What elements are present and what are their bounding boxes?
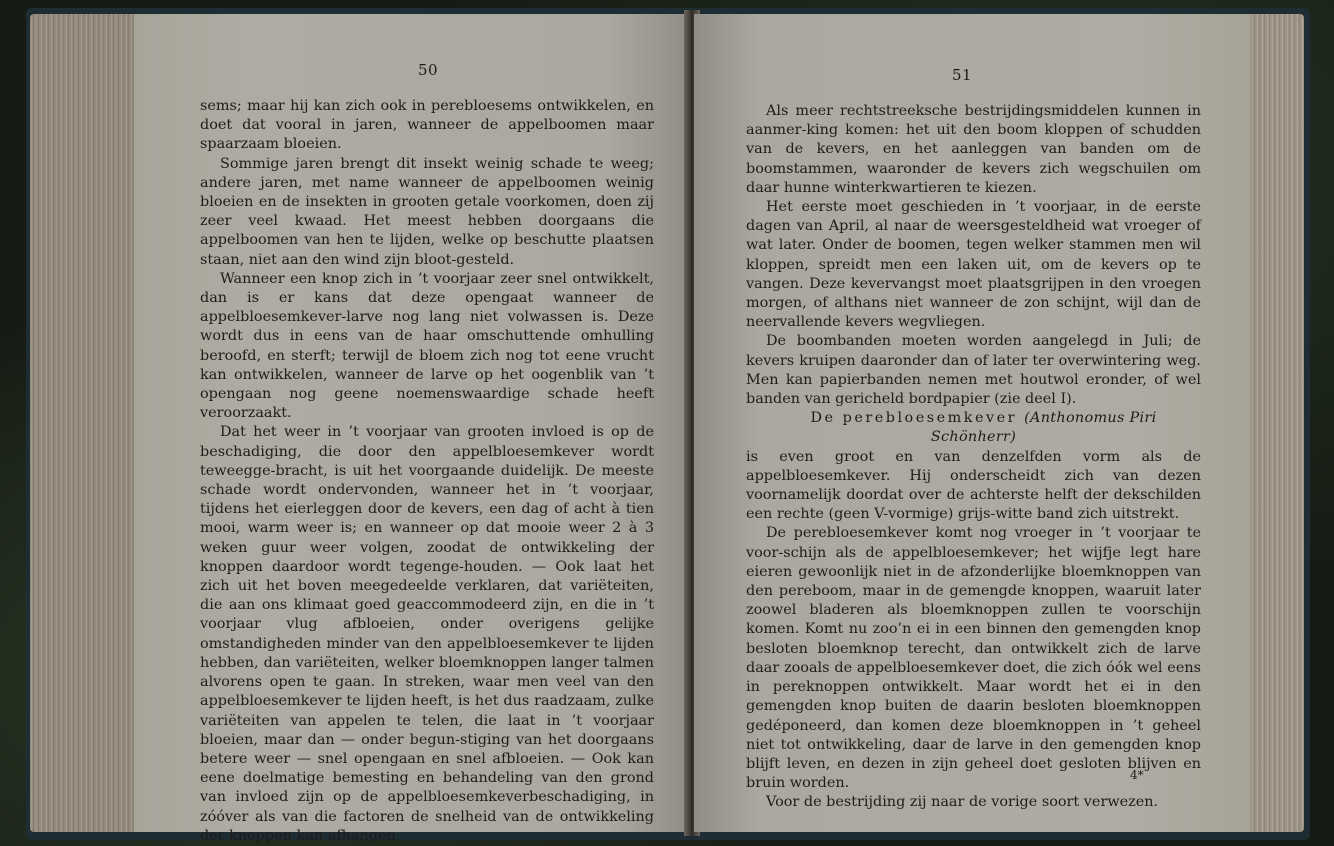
page-number: 50 xyxy=(418,61,439,79)
paragraph: Dat het weer in ’t voorjaar van grooten invloed is op de beschadiging, die door den appelbloesemkever wordt teweegge-bracht, is uit het voorgaande duidelijk. De meeste schade wordt ondervonden, wanneer het in ’t voorjaar, tijdens het eierleggen door de kevers, een dag of acht à tien mooi, warm weer is; en wanneer op dat mooie weer 2 à 3 weken guur weer volgen, zoodat de ontwikkeling der knoppen daardoor wordt tegenge-houden. — Ook laat het zich uit het boven meegedeelde verklaren, dat variëteiten, die aan ons klimaat goed geaccommodeerd zijn, en die in ’t voorjaar vlug afbloeien, onder overigens gelijke omstandigheden minder van den appelbloesemkever te lijden hebben, dan variëteiten, welker bloemknoppen langer talmen alvorens open te gaan. In streken, waar men veel van den appelbloesemkever te lijden heeft, is het dus raadzaam, zulke variëteiten van appelen te telen, die laat in ’t voorjaar bloeien, maar dan — onder begun-stiging van het doorgaans betere weer — snel opengaan en snel afbloeien. — Ook kan eene doelmatige bemesting en behandeling van den grond van invloed zijn op de appelbloesemkeverbeschadiging, in zóóver als van die factoren de snelheid van de ontwikkeling der knoppen kan afhangen. xyxy=(200,424,654,844)
right-page-text xyxy=(746,102,1201,813)
heading-latin: (Anthonomus Piri Schönherr) xyxy=(930,410,1157,446)
heading-name: De perebloesemkever xyxy=(810,410,1018,427)
paragraph: Sommige jaren brengt dit insekt weinig schade te weeg; andere jaren, met name wanneer de appelboomen weinig bloeien en de insekten in grooten getale voorkomen, doen zij zeer veel kwaad. Het meest hebben doorgaans die appelboomen van hen te lijden, welke op beschutte plaatsen staan, niet aan den wind zijn bloot-gesteld. xyxy=(200,155,654,268)
signature-mark: 4* xyxy=(1130,768,1144,782)
page-number: 51 xyxy=(952,66,973,84)
paragraph: Het eerste moet geschieden in ’t voorjaar, in de eerste dagen van April, al naar de weersgesteldheid wat vroeger of wat later. Onder de boomen, tegen welker stammen men wil kloppen, spreidt men een laken uit, om de kevers op te vangen. Deze kevervangst moet plaatsgrijpen in den vroegen morgen, of althans niet wanneer de zon schijnt, wijl dan de neervallende kevers wegvliegen. xyxy=(746,199,1201,331)
left-page xyxy=(134,14,690,844)
right-page-edges xyxy=(1246,14,1304,832)
paragraph: De boombanden moeten worden aangelegd in Juli; de kevers kruipen daaronder dan of later ter overwintering weg. Men kan papierbanden nemen met houtwol eronder, of wel banden van gericheld bordpapier (zie deel I). xyxy=(746,333,1201,408)
left-page-edges xyxy=(30,14,140,832)
paragraph: Wanneer een knop zich in ’t voorjaar zeer snel ontwikkelt, dan is er kans dat deze opengaat wanneer de appelbloesemkever-larve nog lang niet volwassen is. Deze wordt dus in eens van de haar omschuttende omhulling beroofd, en sterft; terwijl de bloem zich nog tot eene vrucht kan ontwikkelen, wanneer de larve op het oogenblik van ’t opengaan nog geene noemenswaardige schade heeft veroorzaakt. xyxy=(200,270,654,422)
right-page xyxy=(694,14,1250,832)
paragraph: Voor de bestrijding zij naar de vorige soort verwezen. xyxy=(766,794,1159,811)
paragraph: is even groot en van denzelfden vorm als de appelbloesemkever. Hij onderscheidt zich van dezen voornamelijk doordat over de achterste helft der dekschilden een rechte (geen V-vormige) grijs-witte band zich uitstrekt. xyxy=(746,448,1201,523)
paragraph: De perebloesemkever komt nog vroeger in ’t voorjaar te voor-schijn als de appelbloesemkever; het wijfje legt hare eieren gewoonlijk niet in de afzonderlijke bloemknoppen van den pereboom, maar in de gemengde knoppen, waaruit later zoowel bladeren als bloemknoppen zullen te voorschijn komen. Komt nu zoo’n ei in een binnen den gemengden knop besloten bloemknop terecht, dan ontwikkelt zich de larve daar zooals de appelbloesemkever doet, die zich óók wel eens in pereknoppen ontwikkelt. Maar wordt het ei in den gemengden knop buiten de daarin besloten bloemknoppen gedéponeerd, dan komen deze bloemknoppen in ’t geheel niet tot ontwikkeling, daar de larve in den gemengden knop blijft leven, en dezen in zijn geheel doet gesloten blijven en bruin worden. xyxy=(746,525,1201,792)
section-heading xyxy=(746,409,1201,447)
paragraph: Als meer rechtstreeksche bestrijdingsmiddelen kunnen in aanmer-king komen: het uit den boom kloppen of schudden van de kevers, en het aanleggen van banden om de boomstammen, waaronder de kevers zich wegschuilen om daar hunne winterkwartieren te kiezen. xyxy=(746,103,1201,196)
paragraph: sems; maar hij kan zich ook in perebloesems ontwikkelen, en doet dat vooral in jaren, wanneer de appelboomen maar spaarzaam bloeien. xyxy=(200,98,654,153)
left-page-text xyxy=(200,97,654,846)
